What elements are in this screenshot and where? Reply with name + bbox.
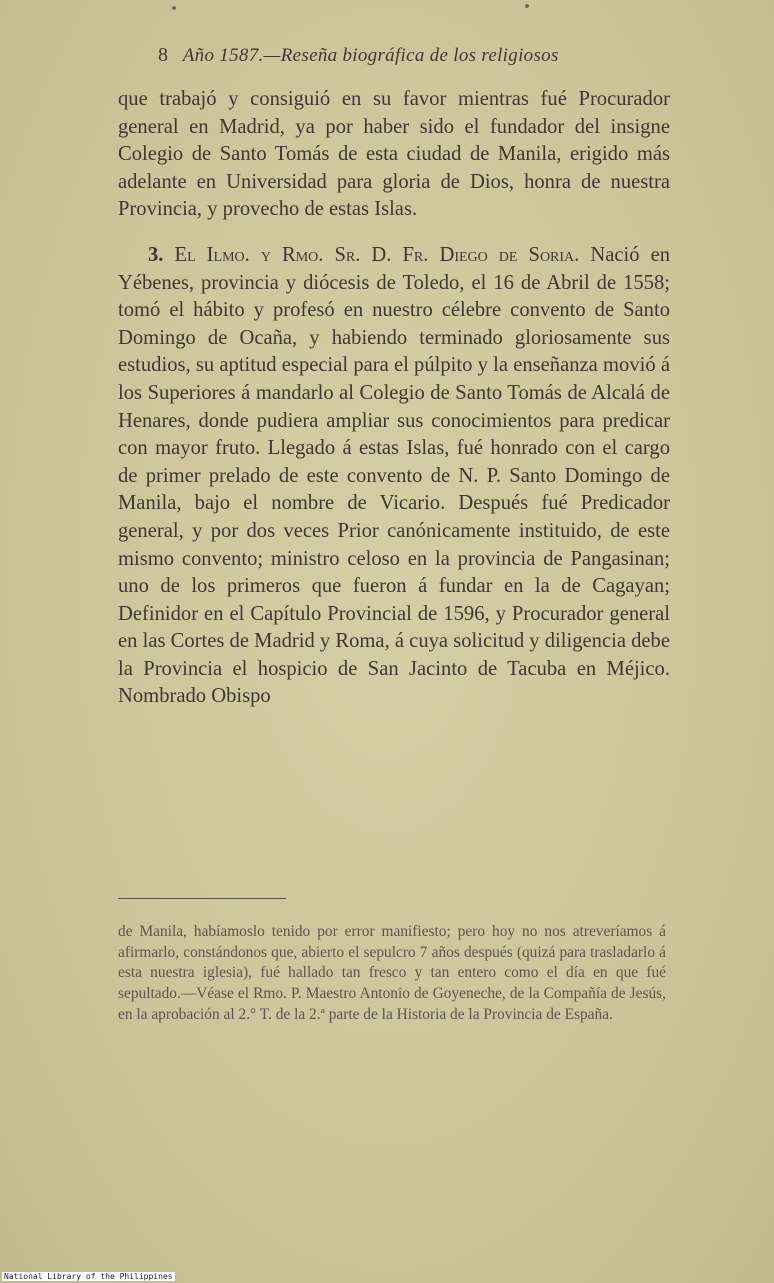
page-header bbox=[158, 44, 638, 67]
section-body: Nació en Yébenes, provincia y diócesis de Toledo, el 16 de Abril de 1558; tomó el hábito y profesó en nuestro célebre convento de Santo Domingo de Ocaña, y habiendo terminado gloriosamente sus estudios, su aptitud especial para el púlpito y la enseñanza movió á los Superiores á mandarlo al Colegio de Santo Tomás de Alcalá de Henares, donde pudiera ampliar sus conocimientos para predicar con mayor fruto. Llegado á estas Islas, fué honrado con el cargo de primer prelado de este convento de N. P. Santo Domingo de Manila, bajo el nombre de Vicario. Después fué Predicador general, y por dos veces Prior canónicamente instituido, de este mismo convento; ministro celoso en la provincia de Pangasinan; uno de los primeros que fueron á fundar en la de Cagayan; Definidor en el Capítulo Provincial de 1596, y Procurador general en las Cortes de Madrid y Roma, á cuya solicitud y diligencia debe la Provincia el hospicio de San Jacinto de Tacuba en Méjico. Nombrado Obispo bbox=[118, 243, 671, 708]
section-paragraph bbox=[118, 242, 670, 711]
running-title: Año 1587.—Reseña biográfica de los religiosos bbox=[182, 45, 559, 66]
body-text bbox=[118, 86, 670, 711]
library-credit: National Library of the Philippines bbox=[4, 1272, 173, 1281]
section-number: 3. bbox=[148, 243, 164, 266]
page-number: 8 bbox=[158, 44, 168, 66]
paragraph-continued: que trabajó y consiguió en su favor mientras fué Procurador general en Madrid, ya por haber sido el fundador del insigne Colegio de Santo Tomás de esta ciudad de Manila, erigido más adelante en Universidad para gloria de Dios, honra de nuestra Provincia, y provecho de estas Islas. bbox=[118, 88, 670, 221]
section-heading: El Ilmo. y Rmo. Sr. D. Fr. Diego de Soria. bbox=[174, 243, 580, 266]
footnote bbox=[118, 922, 666, 1026]
footnote-divider bbox=[118, 898, 286, 899]
ink-speck bbox=[525, 4, 529, 8]
ink-speck bbox=[172, 6, 176, 10]
footnote-text: de Manila, habíamoslo tenido por error manifiesto; pero hoy no nos atreveríamos á afirmarlo, constándonos que, abierto el sepulcro 7 años después (quizá para trasladarlo á esta nuestra iglesia), fué hallado tan fresco y tan entero como el día en que fué sepultado.—Véase el Rmo. P. Maestro Antonio de Goyeneche, de la Compañía de Jesús, en la aprobación al 2.° T. de la 2.ª parte de la Historia de la Provincia de España. bbox=[118, 923, 666, 1023]
